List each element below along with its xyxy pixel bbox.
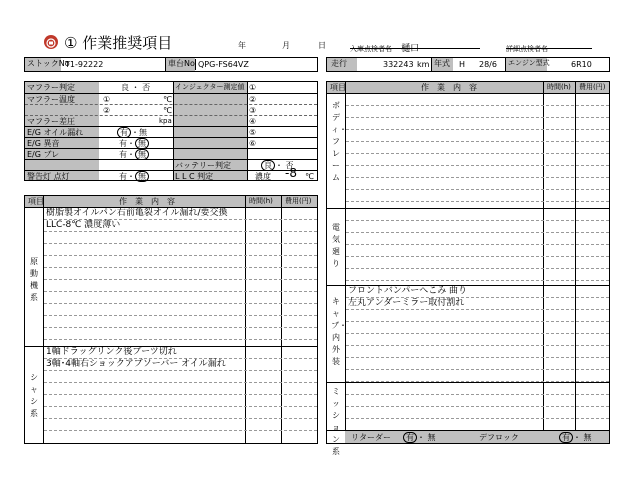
ruled-line [44,243,317,244]
llc-conc-label: 濃度 [255,172,271,181]
model-value: QPG-FS64VZ [195,59,249,70]
right-col-item: 項目 [330,83,346,92]
ruled-line [44,430,317,431]
ruled-line [44,382,317,383]
mileage-label: 走行 [327,58,357,71]
ruled-line [346,105,609,106]
difflock-label: デフロック [479,433,519,442]
ruled-line [44,406,317,407]
injector-4: ④ [249,117,257,126]
ruled-line [44,327,317,328]
eg-shake-value: 有・ 無 [119,149,149,160]
retarder-label: リターダー [351,433,391,442]
eg-oil-yes: 有 [117,127,131,138]
right-col-cost: 費用(円) [579,83,606,91]
engine-section-label: 原動機系 [30,257,38,302]
eg-noise-no: 無 [135,138,149,149]
eg-noise-value: 有・ 無 [119,138,149,149]
ruled-line [346,369,609,370]
ruled-line [346,244,609,245]
ruled-line [44,231,317,232]
muffler-temp-2-unit: ℃ [163,106,172,115]
ruled-line [346,268,609,269]
ruled-line [346,357,609,358]
page-title: ① 作業推奨項目 [64,34,173,52]
llc-label: L L C 判定 [175,172,214,181]
year-value: 28/6 [479,60,497,69]
right-col-time: 時間(h) [547,83,571,91]
mileage-unit: km [417,60,430,69]
chassis-line-1: 1軸ドラッグリンク後ブーツ切れ [46,347,177,357]
year-label: 年式 [431,58,453,71]
ruled-line [346,333,609,334]
electric-section-label: 電気廻り [332,223,340,268]
logo-icon [44,35,58,49]
difflock-yes: 有 [559,432,573,443]
eg-shake-label: E/G ブレ [27,150,60,159]
engine-value: 6R10 [571,60,592,69]
injector-label: インジェクター測定値 [175,83,245,91]
ruled-line [44,303,317,304]
muffler-diff-unit: kpa [159,117,172,125]
ruled-line [346,220,609,221]
warning-no: 無 [135,171,149,182]
cab-line-2: 左丸アンダーミラー取付割れ [348,298,465,308]
muffler-judge-label: マフラー判定 [27,83,75,92]
ruled-line [44,370,317,371]
muffler-judge-value: 良 ・ 否 [121,83,151,92]
ruled-line [44,255,317,256]
muffler-temp-1: ① [103,95,111,104]
date-day: 日 [318,41,326,50]
inspector-name: 樋口 [401,44,420,54]
ruled-line [346,309,609,310]
col-time: 時間(h) [249,197,273,205]
detail-inspector-label: 詳細点検者名 [506,45,548,53]
stock-label: ストックNo [25,58,61,71]
col-work: 作 業 内 容 [119,197,175,206]
info-row-left [24,57,318,72]
llc-conc-unit: ℃ [305,172,314,181]
ruled-line [44,418,317,419]
muffler-temp-1-unit: ℃ [163,95,172,104]
battery-label: バッテリー判定 [175,161,231,170]
ruled-line [346,129,609,130]
ruled-line [346,321,609,322]
ruled-line [346,381,609,382]
ruled-line [346,394,609,395]
ruled-line [346,232,609,233]
warning-label: 警告灯 点灯 [27,172,70,181]
ruled-line [44,339,317,340]
year-era: H [459,60,466,69]
cab-line-1: フロントバンパーへこみ 曲り [348,286,468,296]
body-cab-table [326,81,610,456]
engine-line-2: LLC-8℃ 濃度薄い [46,220,121,230]
chassis-section-label: シャシ系 [30,373,38,418]
ruled-line [44,315,317,316]
injector-3: ③ [249,106,257,115]
checks-block [24,81,318,181]
ruled-line [346,189,609,190]
chassis-line-2: 3軸･4軸右ショックアブソーバー オイル漏れ [46,359,226,369]
muffler-diff-label: マフラー差圧 [27,117,75,126]
ruled-line [346,418,609,419]
body-section-label: ボディ・フレーム [331,101,347,182]
ruled-line [346,345,609,346]
ruled-line [346,256,609,257]
injector-6: ⑥ [249,139,257,148]
eg-oil-value: 有 ・無 [117,127,147,138]
detail-inspector-field [506,36,592,53]
mission-section-label: ミッション系 [332,387,340,456]
ruled-line [346,165,609,166]
ruled-line [44,291,317,292]
mileage-value: 332243 [383,60,414,69]
eg-noise-label: E/G 異音 [27,139,60,148]
ruled-line [44,267,317,268]
eg-shake-no: 無 [135,149,149,160]
cab-section-label: キャブ・内外装 [331,297,347,366]
inspector-field [350,36,480,54]
injector-5: ⑤ [249,128,257,137]
inspector-label: 入庫点検者名 [350,45,392,53]
ruled-line [346,177,609,178]
warning-value: 有・ 無 [119,171,149,182]
engine-label: エンジン型式 [505,58,547,71]
ruled-line [346,141,609,142]
difflock-value: 有 ・ 無 [559,432,592,443]
right-col-work: 作 業 内 容 [421,83,477,92]
battery-value: 良 ・ 否 [261,160,294,171]
muffler-temp-label: マフラー温度 [27,95,75,104]
eg-oil-label: E/G オイル漏れ [27,128,84,137]
ruled-line [44,394,317,395]
info-row-right [326,57,610,72]
date-year: 年 [238,41,246,50]
retarder-yes: 有 [403,432,417,443]
ruled-line [346,201,609,202]
stock-value: T1-92222 [65,60,104,69]
col-cost: 費用(円) [285,197,312,205]
llc-conc-value: -8 [285,166,297,180]
ruled-line [44,279,317,280]
date-month: 月 [282,41,290,50]
ruled-line [346,117,609,118]
ruled-line [346,406,609,407]
ruled-line [346,153,609,154]
injector-2: ② [249,95,257,104]
battery-good: 良 [261,160,275,171]
ruled-line [346,280,609,281]
retarder-value: 有 ・ 無 [403,432,436,443]
injector-1: ① [249,83,257,92]
col-item: 項目 [28,197,44,206]
muffler-temp-2: ② [103,106,111,115]
engine-line-1: 樹脂製オイルパン右前亀裂オイル漏れ/要交換 [46,208,228,218]
engine-chassis-table [24,195,318,444]
model-label: 車台No [165,58,195,71]
